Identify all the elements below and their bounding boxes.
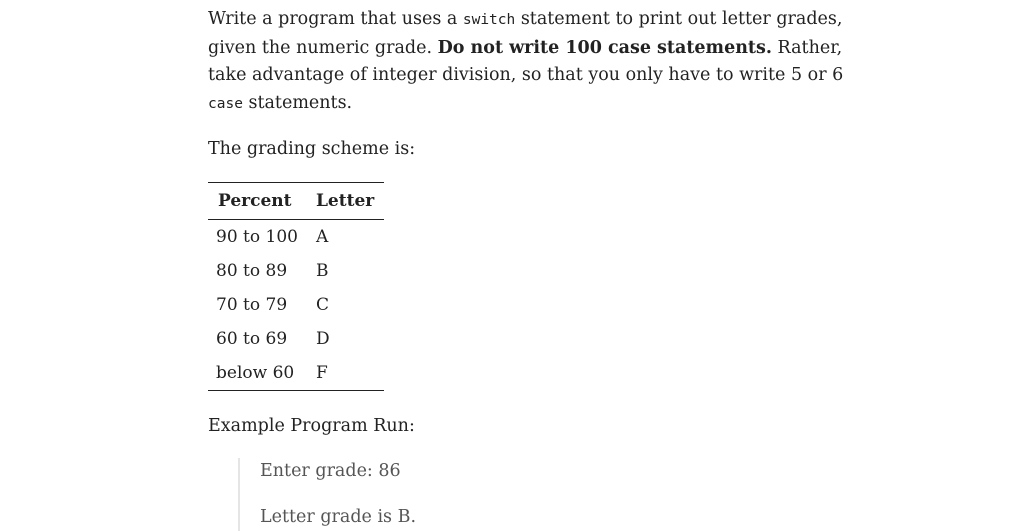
instructions-text: statements. <box>243 93 352 113</box>
cell-percent: 60 to 69 <box>208 322 306 356</box>
cell-percent: 80 to 89 <box>208 254 306 288</box>
example-run-blockquote <box>238 458 868 531</box>
cell-percent: 70 to 79 <box>208 288 306 322</box>
table-row <box>208 288 384 322</box>
grading-table-body <box>208 219 384 390</box>
example-run-line: Letter grade is B. <box>260 504 868 531</box>
grading-table-header <box>208 182 384 219</box>
case-keyword: case <box>208 96 243 112</box>
table-row <box>208 356 384 391</box>
instructions-text: Rather, take advantage of integer division, so that you only have to write 5 or 6 <box>208 38 843 86</box>
table-row <box>208 254 384 288</box>
instructions-text: statement to print out letter grades, given the numeric grade. <box>208 9 842 58</box>
instructions-paragraph <box>208 6 868 118</box>
example-run-label: Example Program Run: <box>208 413 868 441</box>
cell-letter: A <box>306 219 384 254</box>
cell-percent: below 60 <box>208 356 306 391</box>
cell-percent: 90 to 100 <box>208 219 306 254</box>
emphasis-text: Do not write 100 case statements. <box>438 38 772 58</box>
example-run-line: Enter grade: 86 <box>260 458 868 486</box>
cell-letter: B <box>306 254 384 288</box>
instructions-text: Write a program that uses a <box>208 9 463 29</box>
document-content <box>208 6 868 531</box>
cell-letter: C <box>306 288 384 322</box>
header-percent: Percent <box>208 182 306 219</box>
grading-table <box>208 182 384 391</box>
header-letter: Letter <box>306 182 384 219</box>
table-row <box>208 219 384 254</box>
header-row <box>208 182 384 219</box>
cell-letter: D <box>306 322 384 356</box>
table-row <box>208 322 384 356</box>
switch-keyword: switch <box>463 12 515 28</box>
cell-letter: F <box>306 356 384 391</box>
grading-scheme-label: The grading scheme is: <box>208 136 868 164</box>
